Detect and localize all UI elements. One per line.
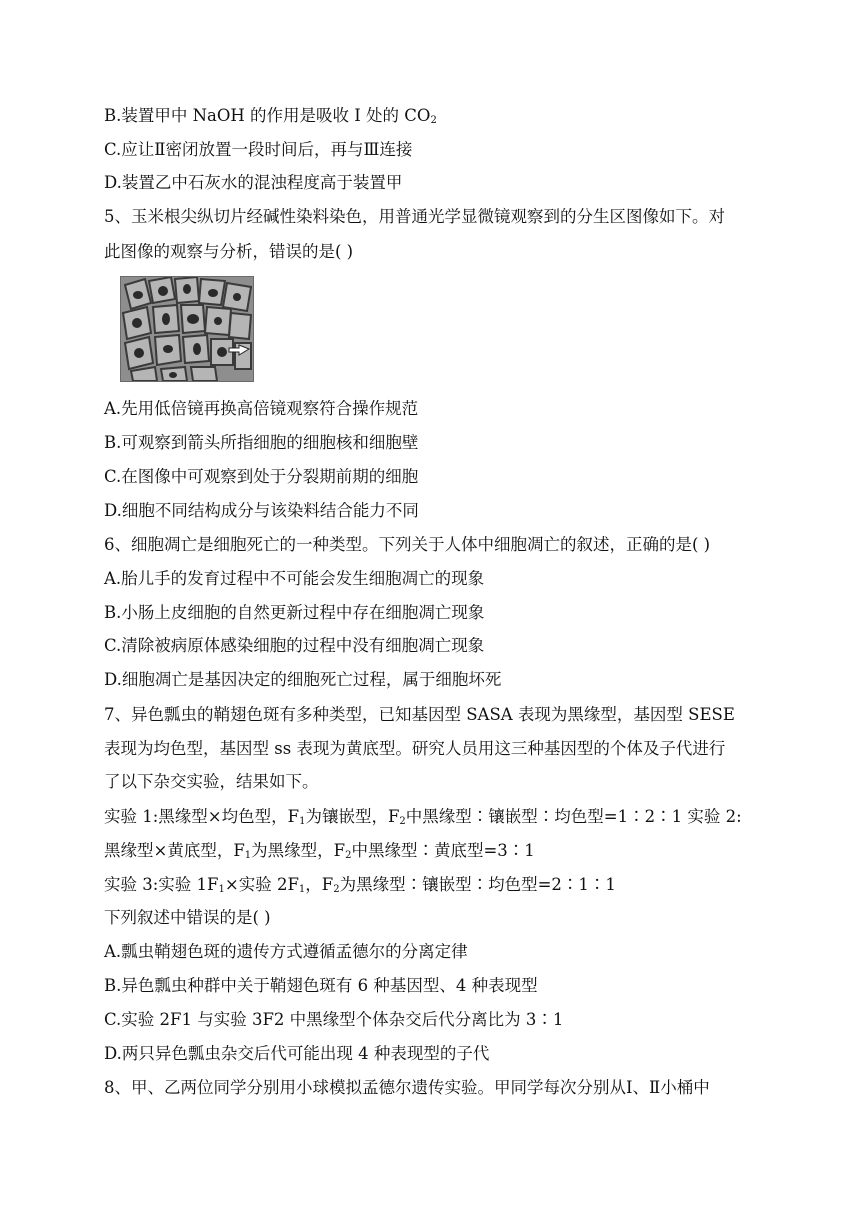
text-line: D.装置乙中石灰水的混浊程度高于装置甲 (104, 173, 403, 192)
question-7-stem: 表现为均色型，基因型 ss 表现为黄底型。研究人员用这三种基因型的个体及子代进行 (104, 739, 726, 758)
experiment-3: 实验 3:实验 $1F_1\times$实验 $2F_1$，$F_2$为黑缘型∶镶嵌型∶均色型=2∶1∶1 (104, 875, 616, 895)
option-d: D.细胞不同结构成分与该染料结合能力不同 (104, 501, 419, 520)
experiment-2: 黑缘型×黄底型，$F_1$为黑缘型，$F_2$中黑缘型∶黄底型=3∶1 (104, 841, 535, 861)
option-d: D.细胞凋亡是基因决定的细胞死亡过程，属于细胞坏死 (104, 670, 502, 689)
option-a: A.瓢虫鞘翅色斑的遗传方式遵循孟德尔的分离定律 (104, 942, 468, 961)
text-line: B.装置甲中 NaOH 的作用是吸收 I 处的 $CO_2$ (104, 106, 437, 126)
option-d: D.两只异色瓢虫杂交后代可能出现 4 种表现型的子代 (104, 1044, 490, 1063)
option-a: A.胎儿手的发育过程中不可能会发生细胞凋亡的现象 (104, 569, 485, 588)
option-b: B.小肠上皮细胞的自然更新过程中存在细胞凋亡现象 (104, 603, 485, 622)
option-b: B.可观察到箭头所指细胞的细胞核和细胞壁 (104, 433, 419, 452)
option-c: C.实验 2F1 与实验 3F2 中黑缘型个体杂交后代分离比为 3∶1 (104, 1010, 564, 1029)
question-6-stem: 6、细胞凋亡是细胞死亡的一种类型。下列关于人体中细胞凋亡的叙述，正确的是( ) (104, 535, 711, 554)
question-5-stem: 5、玉米根尖纵切片经碱性染料染色，用普通光学显微镜观察到的分生区图像如下。对 (104, 207, 725, 226)
question-7-stem: 了以下杂交实验，结果如下。 (104, 772, 319, 791)
microscope-image (120, 276, 254, 382)
experiment-1: 实验 1:黑缘型×均色型，$F_1$为镶嵌型，$F_2$中黑缘型∶镶嵌型∶均色型=1∶2∶1 实验 2: (104, 807, 742, 827)
question-5-stem: 此图像的观察与分析，错误的是( ) (104, 242, 354, 261)
question-8-stem: 8、甲、乙两位同学分别用小球模拟孟德尔遗传实验。甲同学每次分别从Ⅰ、Ⅱ小桶中 (104, 1078, 710, 1097)
option-c: C.在图像中可观察到处于分裂期前期的细胞 (104, 467, 419, 486)
option-b: B.异色瓢虫种群中关于鞘翅色斑有 6 种基因型、4 种表现型 (104, 976, 538, 995)
text-line: C.应让Ⅱ密闭放置一段时间后，再与Ⅲ连接 (104, 140, 413, 159)
question-7-prompt: 下列叙述中错误的是( ) (104, 908, 271, 927)
option-c: C.清除被病原体感染细胞的过程中没有细胞凋亡现象 (104, 636, 485, 655)
question-7-stem: 7、异色瓢虫的鞘翅色斑有多种类型，已知基因型 SASA 表现为黑缘型，基因型 SESE (104, 705, 735, 724)
option-a: A.先用低倍镜再换高倍镜观察符合操作规范 (104, 399, 419, 418)
